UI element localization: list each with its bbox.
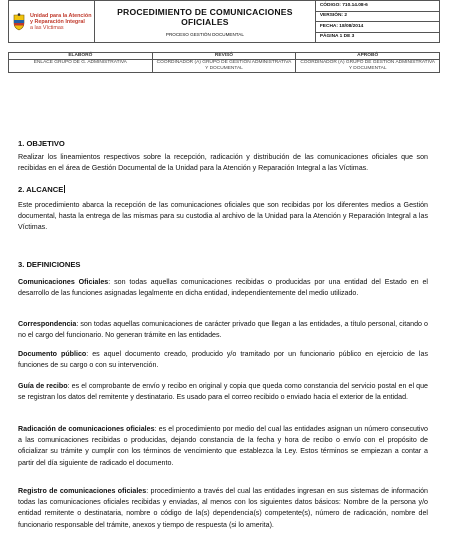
code-cell — [315, 1, 439, 12]
section-alcance-text: Este procedimiento abarca la recepción de las comunicaciones oficiales que son recibidas por los diferentes medios a Gestión documental, hasta la entrega de las mismas para su custodia al archivo de la Unidad para la Atención y Reparación Integral a las Víctimas. — [18, 201, 428, 232]
section-definiciones-title: 3. DEFINICIONES — [18, 260, 81, 269]
section-alcance-title — [18, 185, 65, 194]
definition-text: : es aquel documento creado, producido y/o tramitado por un funcionario público en ejercicio de las funciones de su cargo o con su intervención. — [18, 350, 428, 370]
definition-text: : es el procedimiento por medio del cual las entidades asignan un número consecutivo a las comunicaciones recibidas o producidas, dejando constancia de la fecha y hora de recibo o envío con el propósito de oficializar su trámite y cumplir con los términos de vencimiento que establezca la Ley. Estos términos se empiezan a contar a partir del día siguiente de radicado el documento. — [18, 425, 428, 467]
document-version: VERSIÓN: 2 — [319, 13, 348, 19]
page-number: PÁGINA 1 DE 3 — [319, 34, 355, 40]
elaboro-label: ELABORÓ — [9, 53, 153, 60]
reviso-label: REVISÓ — [152, 53, 296, 60]
logo-line-3: a las Víctimas — [30, 24, 64, 31]
definition-radicacion — [18, 424, 428, 469]
approval-table — [8, 52, 440, 73]
section-objetivo-text: Realizar los lineamientos respectivos sobre la recepción, radicación y distribución de las comunicaciones oficiales que son recibidas en el área de Gestión Documental de la Unidad para la Atención y Reparación Integral a las Víctimas. — [18, 153, 428, 173]
document-title: PROCEDIMIENTO DE COMUNICACIONES OFICIALES — [117, 6, 293, 27]
logo-line-1: Unidad para la Atención — [30, 12, 92, 19]
process-name: PROCESO GESTIÓN DOCUMENTAL — [165, 31, 244, 37]
alcance-title-text: 2. ALCANCE — [18, 185, 64, 194]
document-code: CÓDIGO: 710.14.08-6 — [319, 2, 368, 8]
section-objetivo-title: 1. OBJETIVO — [18, 139, 65, 148]
definition-text: : procedimiento a través del cual las entidades ingresan en sus sistemas de información todas las comunicaciones oficiales recibidas y enviadas, al menos con los siguientes datos básicos: Nombre de la persona y/o entidad remitente o destinataria, nombre o código de la(s) dependencia(s) competente(s), número de radicación, nombre del funcionario responsable del trámite, anexos y tiempo de respuesta (si lo amerita). — [18, 487, 428, 529]
logo-cell — [9, 1, 95, 43]
definition-term: Documento público — [18, 350, 87, 358]
page-cell — [315, 32, 439, 43]
definition-guia-de-recibo — [18, 381, 428, 403]
definition-text: : es el comprobante de envío y recibo en original y copia que queda como constancia del servicio postal en el que se registran los datos del remitente y destinatario. Es usado para el correo recibido o enviado hacia el exterior de la entidad. — [18, 382, 428, 402]
version-cell — [315, 11, 439, 22]
definition-registro — [18, 486, 428, 531]
definition-term: Registro de comunicaciones oficiales — [18, 487, 147, 495]
definition-text: : son todas aquellas comunicaciones de carácter privado que llegan a las entidades, a título personal, citando o no el cargo del funcionario. No generan trámite en las entidades. — [18, 320, 428, 340]
unit-logo — [9, 1, 94, 42]
aprobo-label: APROBÓ — [296, 53, 440, 60]
definition-term: Radicación de comunicaciones oficiales — [18, 425, 155, 433]
definition-documento-publico — [18, 349, 428, 371]
coat-of-arms-icon — [12, 13, 26, 31]
definition-comunicaciones-oficiales — [18, 277, 428, 299]
logo-text — [30, 13, 92, 31]
definition-term: Comunicaciones Oficiales — [18, 278, 109, 286]
definition-term: Correspondencia — [18, 320, 77, 328]
definition-correspondencia — [18, 319, 428, 341]
aprobo-value: COORDINADOR (A) GRUPO DE GESTIÓN ADMINISTRATIVA Y DOCUMENTAL — [296, 60, 440, 73]
date-cell — [315, 22, 439, 33]
title-cell — [94, 1, 315, 43]
elaboro-value: ENLACE GRUPO DE G. ADMINISTRATIVA — [9, 60, 153, 73]
document-date: FECHA: 18/08/2014 — [319, 23, 364, 29]
reviso-value: COORDINADOR (A) GRUPO DE GESTIÓN ADMINISTRATIVA Y DOCUMENTAL — [152, 60, 296, 73]
text-cursor — [64, 185, 65, 193]
logo-line-2: y Reparación Integral — [30, 18, 85, 25]
document-header — [8, 0, 440, 43]
definition-term: Guía de recibo — [18, 382, 68, 390]
definition-text: : son todas aquellas comunicaciones recibidas o producidas por una entidad del Estado en el desarrollo de las funciones asignadas legalmente en dicha entidad, independientemente del medio utilizado. — [18, 278, 428, 298]
